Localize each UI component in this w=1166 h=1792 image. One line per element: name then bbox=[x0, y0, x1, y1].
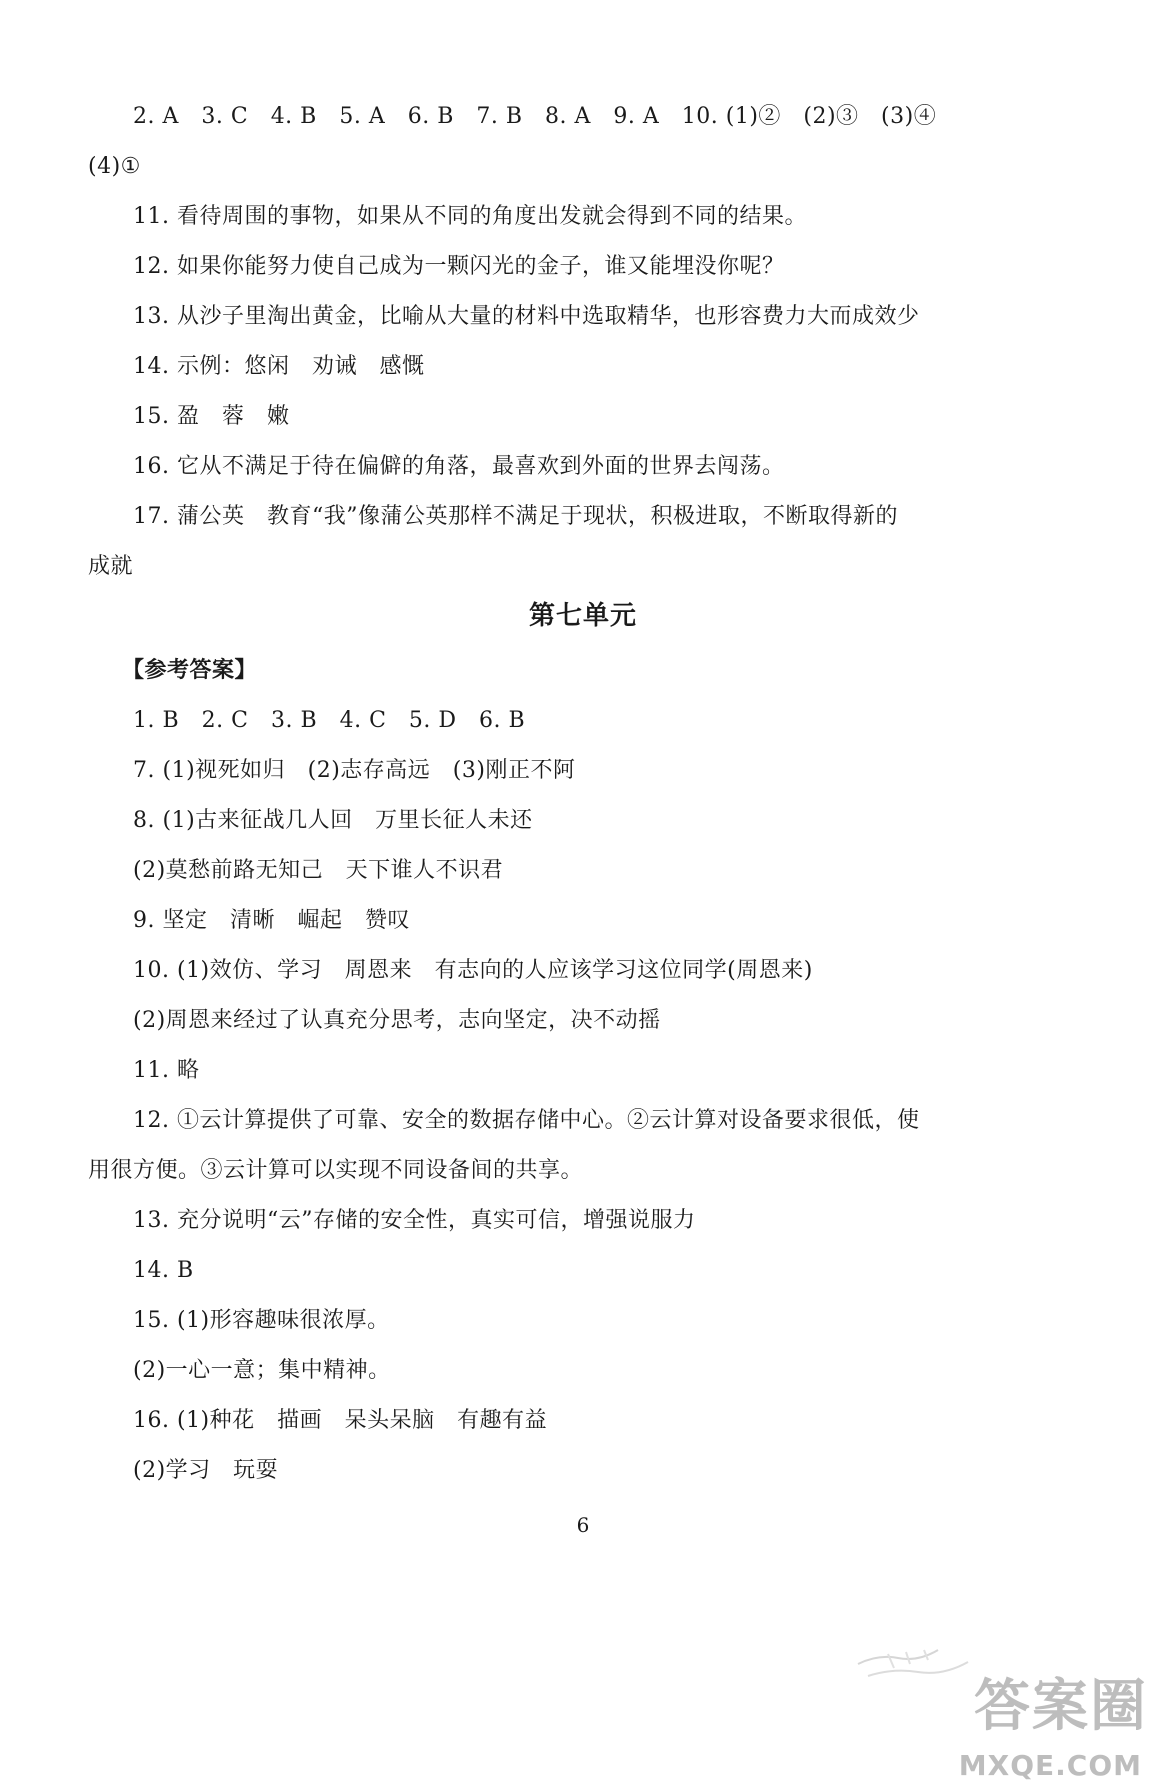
watermark-scribble-icon bbox=[848, 1624, 988, 1694]
answer-line-9: 17. 蒲公英 教育“我”像蒲公英那样不满足于现状，积极进取，不断取得新的 bbox=[133, 504, 898, 529]
page-number: 6 bbox=[576, 1513, 590, 1537]
answer-line-6: 14. 示例：悠闲 劝诫 感慨 bbox=[133, 354, 425, 379]
unit7-answer-13: 15. (1)形容趣味很浓厚。 bbox=[133, 1308, 390, 1333]
answer-line-5: 13. 从沙子里淘出黄金，比喻从大量的材料中选取精华，也形容费力大而成效少 bbox=[133, 304, 920, 329]
unit7-answer-2: 7. (1)视死如归 (2)志存高远 (3)刚正不阿 bbox=[133, 758, 576, 783]
unit7-answer-7: (2)周恩来经过了认真充分思考，志向坚定，决不动摇 bbox=[133, 1008, 661, 1033]
answer-line-7: 15. 盈 蓉 嫩 bbox=[133, 404, 290, 429]
answer-line-8: 16. 它从不满足于待在偏僻的角落，最喜欢到外面的世界去闯荡。 bbox=[133, 454, 785, 479]
answer-line-1: 2. A 3. C 4. B 5. A 6. B 7. B 8. A 9. A 10. (1)② (2)③ (3)④ bbox=[133, 104, 937, 129]
unit7-answer-8: 11. 略 bbox=[133, 1058, 200, 1083]
answer-section-label: 【参考答案】 bbox=[122, 658, 258, 683]
unit7-answer-16: (2)学习 玩耍 bbox=[133, 1458, 279, 1483]
unit7-answer-4: (2)莫愁前路无知己 天下谁人不识君 bbox=[133, 858, 504, 883]
watermark-sub-text: MXQE.COM bbox=[958, 1749, 1142, 1782]
unit-heading: 第七单元 bbox=[528, 601, 637, 631]
unit7-answer-11: 13. 充分说明“云”存储的安全性，真实可信，增强说服力 bbox=[133, 1208, 696, 1233]
answer-line-10: 成就 bbox=[88, 554, 134, 579]
unit7-answer-9: 12. ①云计算提供了可靠、安全的数据存储中心。②云计算对设备要求很低，使 bbox=[133, 1108, 920, 1133]
answer-line-2: (4)① bbox=[88, 154, 141, 179]
answer-line-3: 11. 看待周围的事物，如果从不同的角度出发就会得到不同的结果。 bbox=[133, 204, 807, 229]
unit7-answer-14: (2)一心一意；集中精神。 bbox=[133, 1358, 391, 1383]
unit7-answer-6: 10. (1)效仿、学习 周恩来 有志向的人应该学习这位同学(周恩来) bbox=[133, 958, 813, 983]
unit7-answer-15: 16. (1)种花 描画 呆头呆脑 有趣有益 bbox=[133, 1408, 548, 1433]
unit7-answer-1: 1. B 2. C 3. B 4. C 5. D 6. B bbox=[133, 708, 526, 733]
unit7-answer-3: 8. (1)古来征战几人回 万里长征人未还 bbox=[133, 808, 533, 833]
unit7-answer-10: 用很方便。③云计算可以实现不同设备间的共享。 bbox=[88, 1158, 584, 1183]
watermark-main-text: 答案圈 bbox=[974, 1674, 1148, 1739]
unit7-answer-5: 9. 坚定 清晰 崛起 赞叹 bbox=[133, 908, 410, 933]
watermark bbox=[848, 1624, 1148, 1784]
unit7-answer-12: 14. B bbox=[133, 1258, 194, 1283]
answer-line-4: 12. 如果你能努力使自己成为一颗闪光的金子，谁又能埋没你呢？ bbox=[133, 254, 785, 279]
